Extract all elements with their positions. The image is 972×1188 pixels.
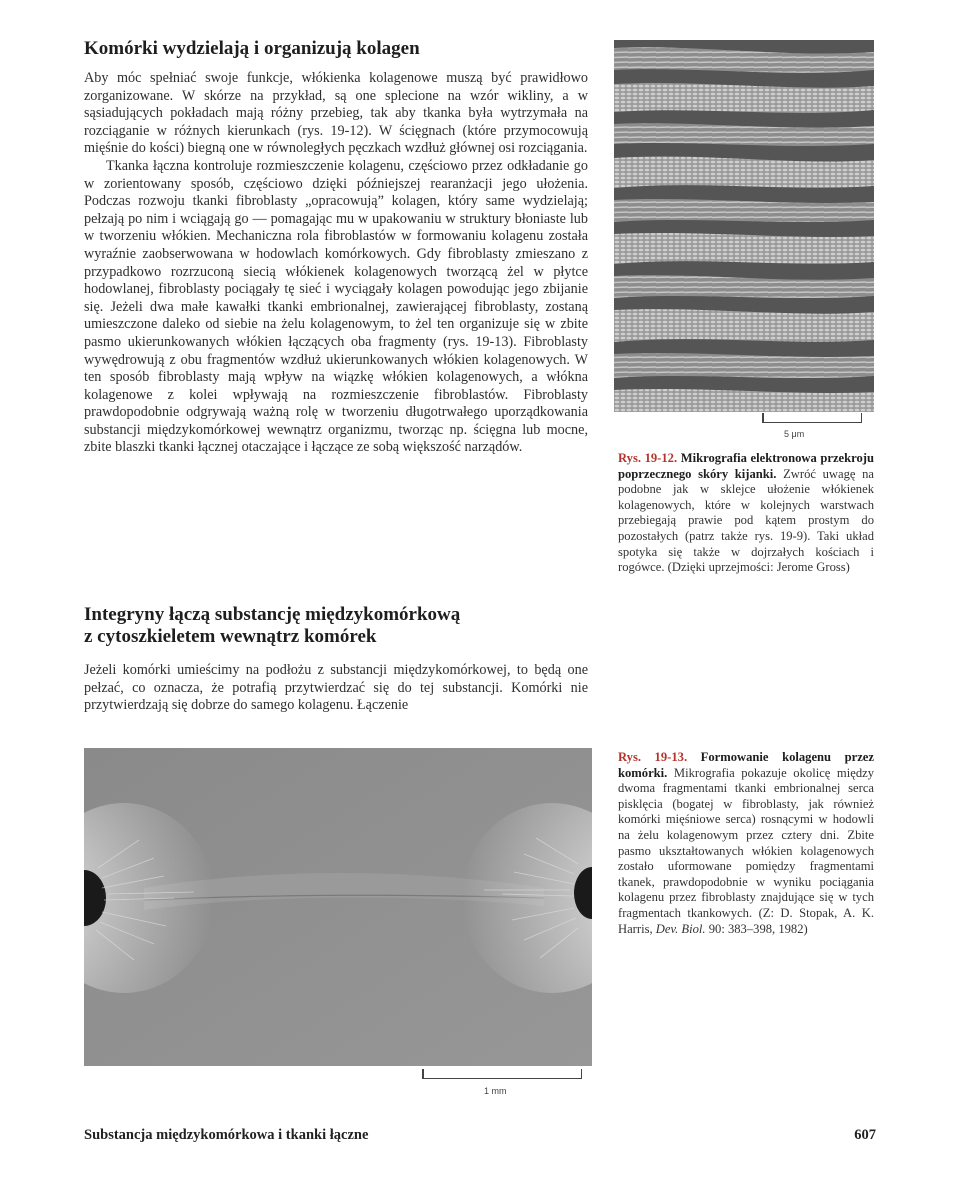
section-heading-collagen: Komórki wydzielają i organizują kolagen xyxy=(84,38,420,59)
section-body-collagen xyxy=(84,70,588,457)
scale-bar-label: 5 μm xyxy=(784,429,805,439)
micrograph-image xyxy=(614,40,874,412)
figure-caption-19-12 xyxy=(618,451,874,576)
heading-line: z cytoszkieletem wewnątrz komórek xyxy=(84,626,377,647)
figure-number: Rys. 19-13. xyxy=(618,750,688,764)
scale-bar xyxy=(762,414,862,423)
figure-title: Mikrografia elektronowa przekroju poprzecznego skóry kijanki. xyxy=(618,451,874,481)
journal-name: Dev. Biol. xyxy=(655,921,706,936)
figure-title: Formowanie kolagenu przez komórki. xyxy=(618,750,874,780)
paragraph: Jeżeli komórki umieścimy na podłożu z substancji międzykomórkowej, to będą one pełzać, co oznacza, że potrafią przytwierdzać się do tej substancji. Komórki nie przytwierdzają się dobrze do samego kolagenu. Łączenie xyxy=(84,662,588,714)
micrograph-image xyxy=(84,748,592,1066)
section-heading-integrins xyxy=(84,604,604,648)
heading-line: Integryny łączą substancję międzykomórkową xyxy=(84,604,461,625)
scale-bar-label: 1 mm xyxy=(484,1086,507,1096)
page-number: 607 xyxy=(854,1127,876,1143)
tadpole-skin-micrograph xyxy=(614,40,874,412)
figure-caption-19-13 xyxy=(618,750,874,937)
running-footer-chapter-title: Substancja międzykomórkowa i tkanki łączne xyxy=(84,1127,369,1143)
citation-details: 90: 383–398, 1982) xyxy=(708,921,808,936)
figure-description: Mikrografia pokazuje okolicę między dwoma fragmentami tkanki embrionalnej serca pisklęcia (bogatej w fibroblasty, jak również komórki mięśniowe serca) rosnącymi w hodowli na żelu kolagenowym przez cztery dni. Zbite pasmo ukształtowanych włókien kolagenowych zostało uformowane pomiędzy fragmentami tkanek, prawdopodobnie w wyniku pociągania kolagenu przez fibroblasty znajdujące się w tych fragmentach tkankowych. (Z: D. Stopak, A. K. Harris, xyxy=(618,765,874,936)
paragraph: Aby móc spełniać swoje funkcje, włókienka kolagenowe muszą być prawidłowo zorganizowane. W skórze na przykład, są one splecione na wzór wikliny, a w sąsiadujących pokładach mają różny przebieg, tak aby tkanka była wytrzymała na rozciąganie w różnych kierunkach (rys. 19-12). W ścięgnach (które przymocowują mięśnie do kości) biegną one w równoległych pęczkach wzdłuż głównej osi rozciągania. xyxy=(84,70,588,157)
scale-bar xyxy=(422,1070,582,1079)
paragraph: Tkanka łączna kontroluje rozmieszczenie kolagenu, częściowo przez odkładanie go w zorientowany sposób, częściowo dzięki późniejszej rearanżacji jego ułożenia. Podczas rozwoju tkanki fibroblasty „opracowują” kolagen, który same wydzielają; pełzają po nim i wciągają go — pomagając mu w upakowaniu w struktury błoniaste lub w tworzeniu włókien. Mechaniczna rola fibroblastów w formowaniu kolagenu została wyraźnie zaobserwowana w hodowlach komórkowych. Gdy fibroblasty zmieszano z przypadkowo rozrzuconą siecią włókienek kolagenowych tworzącą żel w płytce hodowlanej, fibroblasty pociągały tę sieć i wyciągały kolagen powodując jego zbijanie się. Jeżeli dwa małe kawałki tkanki embrionalnej, zawierającej fibroblasty, zostaną umieszczone daleko od siebie na żelu kolagenowym, to żel ten organizuje się w zbite pasmo ukierunkowanych włókien łączących oba fragmenty (rys. 19-13). Fibroblasty wywędrowują z obu fragmentów wzdłuż ukierunkowanych włókien kolagenowych. W ten sposób fibroblasty mają wpływ na wiązkę włókien kolagenowych, a włókna kolagenowe z kolei wpływają na rozmieszczenie fibroblastów. Fibroblasty prawdopodobnie odgrywają ważną rolę w tworzeniu długotrwałego uporządkowania substancji międzykomórkowej wewnątrz organizmu, tworząc np. ścięgna lub mocne, zbite blaszki tkanki łącznej otaczające i łączące ze sobą większość narządów. xyxy=(84,157,588,456)
collagen-formation-micrograph xyxy=(84,748,592,1066)
figure-description: Zwróć uwagę na podobne jak w sklejce ułożenie włókienek kolagenowych, które w kolejnych warstwach przebiegają prawie pod kątem prostym do pozostałych (patrz także rys. 19-9). Taki układ spotyka się także w dojrzałych kościach i rogówce. (Dzięki uprzejmości: Jerome Gross) xyxy=(618,466,874,575)
figure-number: Rys. 19-12. xyxy=(618,451,678,465)
section-body-integrins xyxy=(84,662,588,715)
